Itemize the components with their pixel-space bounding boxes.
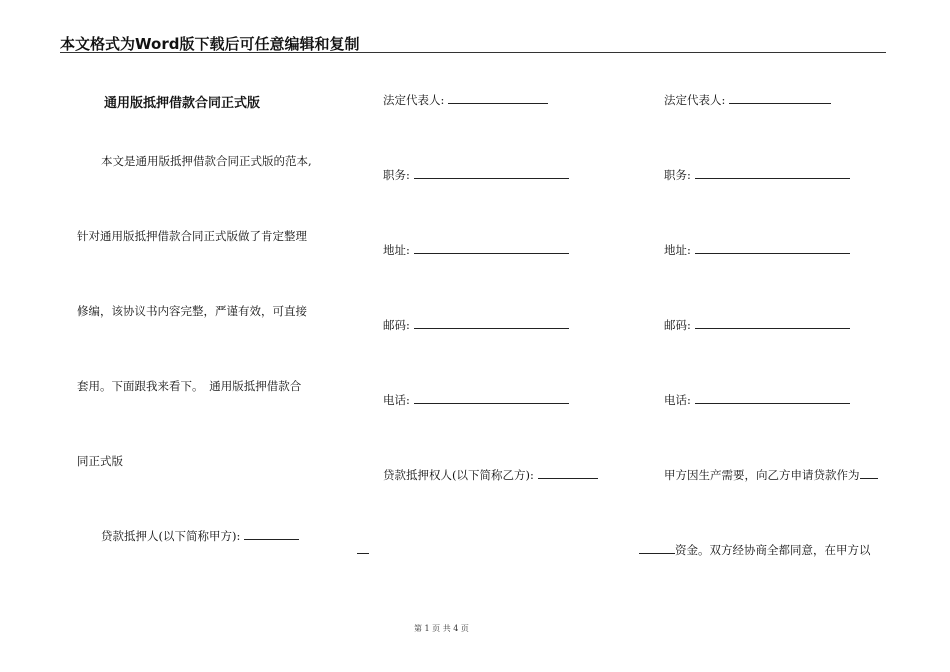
right-rep-field — [664, 92, 831, 108]
right-phone-field — [664, 392, 850, 408]
right-postcode-label: 邮码: — [664, 318, 691, 332]
mid-postcode-blank — [414, 317, 569, 329]
intro-line-5: 同正式版 — [77, 454, 123, 468]
intro-line-1: 本文是通用版抵押借款合同正式版的范本, — [101, 154, 312, 168]
right-title-blank — [695, 167, 850, 179]
clause-purpose-blank — [860, 467, 878, 479]
mid-rep-label: 法定代表人: — [383, 93, 445, 107]
mid-address-blank — [414, 242, 569, 254]
header-rule — [60, 52, 886, 53]
page-indicator: 第 1 页 共 4 页 — [414, 624, 469, 633]
clause-line-1 — [664, 467, 878, 483]
right-title-field — [664, 167, 850, 183]
mid-rep-blank — [448, 92, 548, 104]
mid-address-field — [383, 242, 569, 258]
intro-line-4: 套用。下面跟我来看下。 通用版抵押借款合 — [77, 379, 302, 393]
clause-line-2 — [639, 542, 871, 558]
mid-postcode-label: 邮码: — [383, 318, 410, 332]
right-postcode-blank — [695, 317, 850, 329]
intro-line-2: 针对通用版抵押借款合同正式版做了肯定整理 — [77, 229, 307, 243]
right-postcode-field — [664, 317, 850, 333]
clause-line-1-text: 甲方因生产需要，向乙方申请贷款作为 — [664, 468, 860, 482]
borrower-field — [101, 528, 299, 544]
clause-fund-blank — [639, 542, 675, 554]
mid-phone-label: 电话: — [383, 393, 410, 407]
mid-phone-field — [383, 392, 569, 408]
mid-phone-blank — [414, 392, 569, 404]
right-address-blank — [695, 242, 850, 254]
intro-line-3: 修编，该协议书内容完整，严谨有效，可直接 — [77, 304, 307, 318]
header-banner: 本文格式为Word版下载后可任意编辑和复制 — [60, 35, 360, 53]
right-address-label: 地址: — [664, 243, 691, 257]
lender-label: 贷款抵押权人(以下简称乙方): — [383, 468, 534, 482]
lender-blank — [538, 467, 598, 479]
right-rep-label: 法定代表人: — [664, 93, 726, 107]
right-address-field — [664, 242, 850, 258]
mid-postcode-field — [383, 317, 569, 333]
lender-field — [383, 467, 598, 483]
mid-continuation-blank — [357, 542, 369, 554]
right-title-label: 职务: — [664, 168, 691, 182]
document-title: 通用版抵押借款合同正式版 — [104, 96, 261, 111]
mid-title-label: 职务: — [383, 168, 410, 182]
mid-title-blank — [414, 167, 569, 179]
right-rep-blank — [729, 92, 831, 104]
mid-rep-field — [383, 92, 548, 108]
clause-line-2-text: 资金。双方经协商全都同意，在甲方以 — [675, 543, 871, 557]
mid-continuation-field — [357, 542, 369, 557]
right-phone-blank — [695, 392, 850, 404]
mid-title-field — [383, 167, 569, 183]
mid-address-label: 地址: — [383, 243, 410, 257]
borrower-blank — [244, 528, 299, 540]
right-phone-label: 电话: — [664, 393, 691, 407]
borrower-label: 贷款抵押人(以下简称甲方): — [101, 529, 241, 543]
